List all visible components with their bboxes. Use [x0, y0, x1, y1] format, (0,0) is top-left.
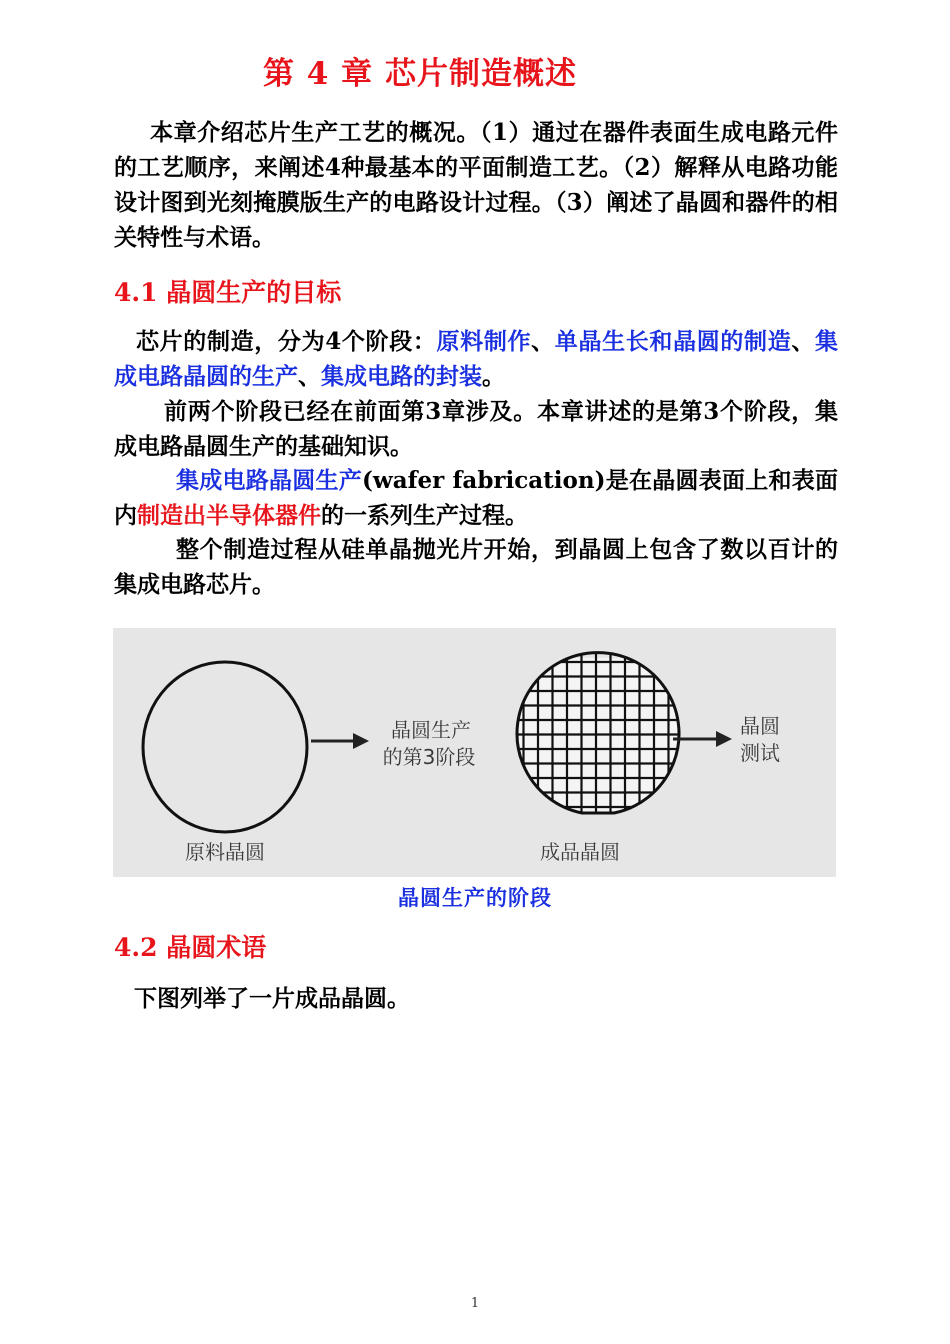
test-label-line2: 测试	[740, 741, 780, 765]
stage-wafer-fab: 集成电路晶圆的生产	[114, 328, 838, 390]
finished-wafer-paragraph: 下图列举了一片成品晶圆。	[134, 985, 410, 1012]
section-heading-4-2: 4.2 晶圆术语	[114, 933, 267, 962]
finished-wafer-label: 成品晶圆	[540, 840, 620, 864]
chapter-title: 第 4 章 芯片制造概述	[263, 56, 577, 92]
stage-crystal-growth: 单晶生长和晶圆的制造	[554, 328, 792, 355]
stage-separator: 、	[531, 328, 555, 355]
wafer-fab-end: 的一系列生产过程。	[321, 502, 528, 529]
wafer-stages-figure	[113, 628, 836, 877]
intro-paragraph: 本章介绍芯片生产工艺的概况。（1）通过在器件表面生成电路元件的工艺顺序，来阐述4种最基本的平面制造工艺。（2）解释从电路功能设计图到光刻掩膜版生产的电路设计过程。（3）阐述了晶圆和器件的相关特性与术语。	[114, 119, 838, 251]
stage-packaging: 集成电路的封装	[321, 363, 482, 390]
test-label-line1: 晶圆	[740, 714, 780, 738]
test-arrow-head	[716, 731, 732, 747]
wafer-fab-mid: (wafer fabrication)是在晶圆表面上和表面内	[114, 467, 839, 529]
prior-stages-paragraph: 前两个阶段已经在前面第3章涉及。本章讲述的是第3个阶段，集成电路晶圆生产的基础知识。	[114, 398, 838, 460]
wafer-fab-paragraph	[114, 463, 838, 533]
wafer-stages-diagram	[113, 628, 836, 877]
raw-wafer-circle	[143, 662, 307, 832]
process-label-line1: 晶圆生产	[391, 718, 471, 742]
figure-caption: 晶圆生产的阶段	[398, 885, 552, 910]
stage-raw-material: 原料制作	[436, 328, 532, 355]
stages-paragraph	[114, 324, 838, 394]
stages-end: 。	[482, 363, 505, 390]
stage-separator: 、	[298, 363, 321, 390]
section-heading-4-1: 4.1 晶圆生产的目标	[114, 278, 342, 307]
process-paragraph: 整个制造过程从硅单晶抛光片开始，到晶圆上包含了数以百计的集成电路芯片。	[114, 536, 838, 598]
stage-separator: 、	[791, 328, 815, 355]
wafer-fab-term: 集成电路晶圆生产	[176, 467, 363, 494]
raw-wafer-label: 原料晶圆	[185, 840, 265, 864]
process-arrow-head	[353, 733, 369, 749]
process-label-line2: 的第3阶段	[382, 745, 476, 769]
stages-lead: 芯片的制造，分为4个阶段：	[136, 328, 437, 355]
finished-wafer-grid	[493, 648, 703, 828]
wafer-fab-highlight: 制造出半导体器件	[137, 502, 321, 529]
page-number: 1	[470, 1296, 480, 1311]
